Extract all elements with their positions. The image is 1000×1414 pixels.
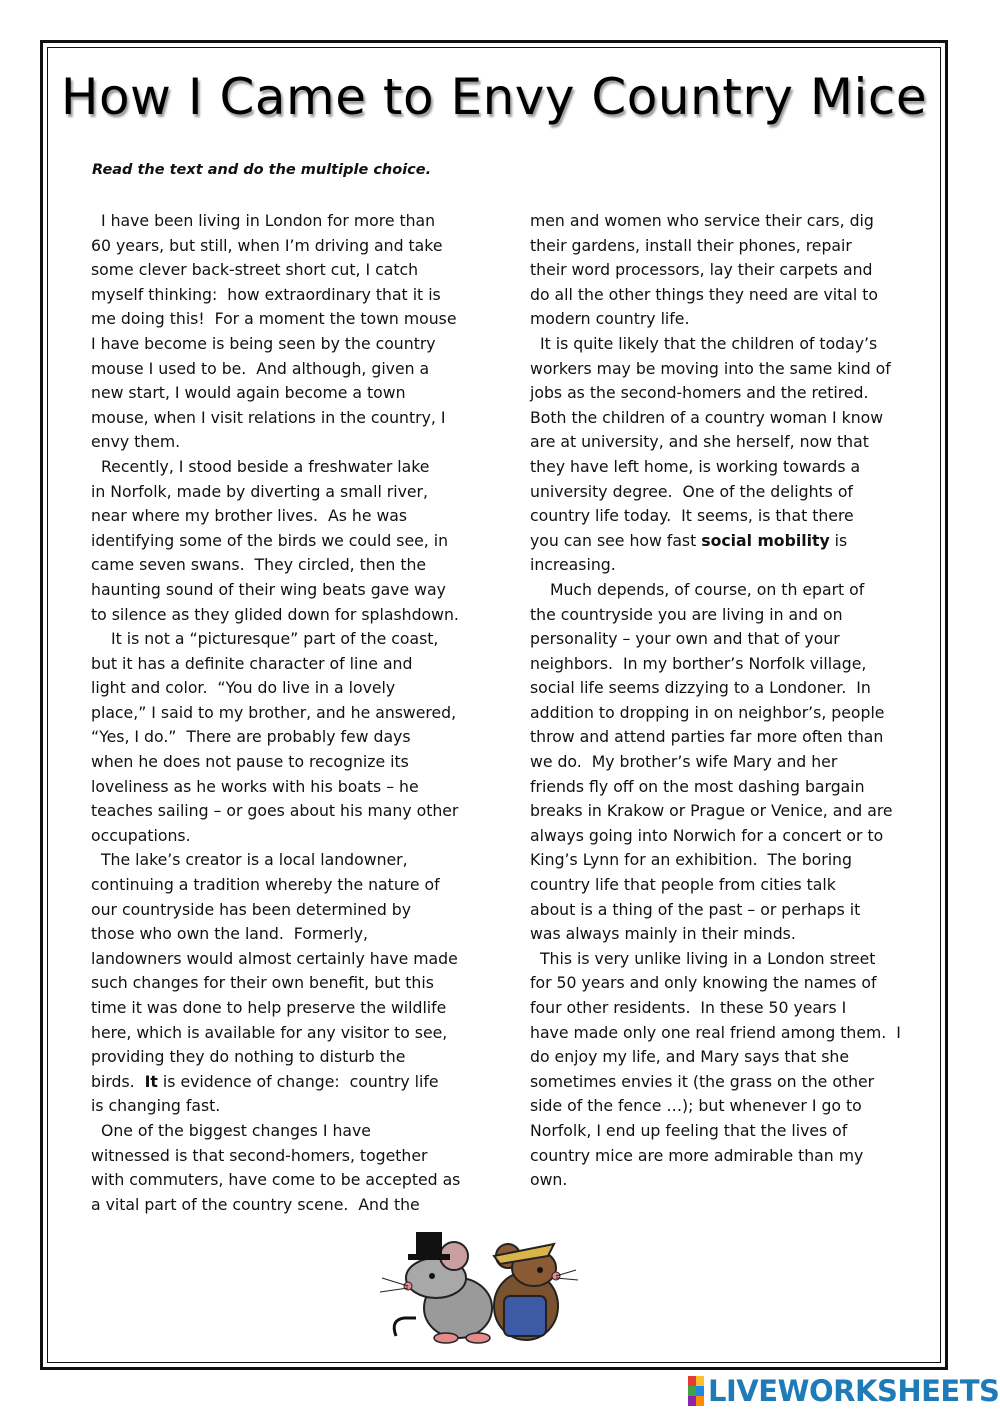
text-line: continuing a tradition whereby the nature of — [91, 875, 440, 895]
text-line: a vital part of the country scene. And the — [91, 1194, 420, 1214]
text-line: have made only one real friend among them. I — [530, 1022, 901, 1042]
text-line: social life seems dizzying to a Londoner. In — [530, 678, 871, 698]
badge-tile — [688, 1396, 696, 1406]
text-line: teaches sailing – or goes about his many other — [91, 801, 459, 821]
liveworksheets-logo[interactable] — [688, 1374, 999, 1408]
text-column-right — [530, 209, 901, 1193]
text-line: Much depends, of course, on th epart of — [530, 579, 865, 599]
text-line: such changes for their own benefit, but this — [91, 973, 434, 993]
text-line: modern country life. — [530, 309, 690, 329]
town-mouse-icon — [380, 1232, 492, 1343]
text-line: for 50 years and only knowing the names of — [530, 973, 877, 993]
text-line: increasing. — [530, 555, 616, 575]
text-line: haunting sound of their wing beats gave way — [91, 579, 446, 599]
text-line: when he does not pause to recognize its — [91, 752, 409, 772]
text-line: light and color. “You do live in a lovely — [91, 678, 396, 698]
text-line: was always mainly in their minds. — [530, 924, 796, 944]
text-line: near where my brother lives. As he was — [91, 506, 408, 526]
text-line: “Yes, I do.” There are probably few days — [91, 727, 411, 747]
text-line: here, which is available for any visitor to see, — [91, 1022, 448, 1042]
text-line: their gardens, install their phones, repair — [530, 235, 852, 255]
text-line: side of the fence …); but whenever I go to — [530, 1096, 862, 1116]
text-line: we do. My brother’s wife Mary and her — [530, 752, 838, 772]
text-line: throw and attend parties far more often than — [530, 727, 884, 747]
text-line: It is quite likely that the children of today’s — [530, 333, 878, 353]
text-line: you can see how fast social mobility is — [530, 530, 848, 550]
badge-tile — [688, 1386, 696, 1396]
text-line: mouse I used to be. And although, given a — [91, 358, 430, 378]
text-line: in Norfolk, made by diverting a small river, — [91, 481, 428, 501]
text-line: loveliness as he works with his boats – he — [91, 776, 419, 796]
text-line: own. — [530, 1170, 568, 1190]
text-line: do all the other things they need are vital to — [530, 284, 878, 304]
liveworksheets-badge-icon — [688, 1376, 704, 1406]
text-line: addition to dropping in on neighbor’s, people — [530, 702, 885, 722]
text-line: about is a thing of the past – or perhaps it — [530, 899, 861, 919]
page-title: How I Came to Envy Country Mice — [60, 68, 928, 126]
text-line: workers may be moving into the same kind of — [530, 358, 891, 378]
text-line: King’s Lynn for an exhibition. The boring — [530, 850, 852, 870]
text-line: men and women who service their cars, dig — [530, 211, 874, 230]
instruction-text: Read the text and do the multiple choice. — [92, 162, 432, 178]
text-line: some clever back-street short cut, I catch — [91, 260, 419, 280]
text-line: witnessed is that second-homers, together — [91, 1145, 428, 1165]
text-line: identifying some of the birds we could see, in — [91, 530, 449, 550]
bold-term: social mobility — [701, 530, 830, 550]
text-line: Norfolk, I end up feeling that the lives of — [530, 1120, 848, 1140]
country-mouse-icon — [494, 1244, 578, 1340]
text-line: country life today. It seems, is that there — [530, 506, 854, 526]
text-line: new start, I would again become a town — [91, 383, 406, 403]
text-line: do enjoy my life, and Mary says that she — [530, 1047, 849, 1067]
text-line: country life that people from cities talk — [530, 875, 836, 895]
liveworksheets-wordmark: LIVEWORKSHEETS — [708, 1374, 1000, 1408]
text-line: our countryside has been determined by — [91, 899, 412, 919]
text-line: place,” I said to my brother, and he answered, — [91, 702, 457, 722]
mice-illustration — [376, 1226, 586, 1346]
text-line: jobs as the second-homers and the retired. — [530, 383, 869, 403]
text-line: sometimes envies it (the grass on the other — [530, 1071, 875, 1091]
text-line: but it has a definite character of line and — [91, 653, 413, 673]
text-line: Recently, I stood beside a freshwater lake — [91, 456, 430, 476]
text-line: always going into Norwich for a concert or to — [530, 825, 884, 845]
text-line: with commuters, have come to be accepted as — [91, 1170, 461, 1190]
text-line: providing they do nothing to disturb the — [91, 1047, 406, 1067]
text-line: are at university, and she herself, now that — [530, 432, 869, 452]
text-line: university degree. One of the delights of — [530, 481, 853, 501]
badge-tile — [688, 1376, 696, 1386]
text-line: personality – your own and that of your — [530, 629, 840, 649]
text-line: envy them. — [91, 432, 181, 452]
text-line: their word processors, lay their carpets and — [530, 260, 873, 280]
text-line: breaks in Krakow or Prague or Venice, and are — [530, 801, 893, 821]
text-line: friends fly off on the most dashing bargain — [530, 776, 865, 796]
text-line: One of the biggest changes I have — [91, 1120, 371, 1140]
text-line: birds. It is evidence of change: country life — [91, 1071, 439, 1091]
badge-tile — [696, 1396, 704, 1406]
badge-tile — [696, 1376, 704, 1386]
text-line: they have left home, is working towards a — [530, 456, 861, 476]
text-line: neighbors. In my borther’s Norfolk village, — [530, 653, 867, 673]
text-line: Both the children of a country woman I know — [530, 407, 884, 427]
text-line: The lake’s creator is a local landowner, — [91, 850, 408, 870]
text-line: landowners would almost certainly have made — [91, 948, 458, 968]
text-column-left — [91, 209, 460, 1217]
text-line: This is very unlike living in a London street — [530, 948, 876, 968]
text-line: me doing this! For a moment the town mouse — [91, 309, 457, 329]
text-line: to silence as they glided down for splashdown. — [91, 604, 459, 624]
text-line: It is not a “picturesque” part of the coast, — [91, 629, 439, 649]
text-line: the countryside you are living in and on — [530, 604, 843, 624]
text-line: country mice are more admirable than my — [530, 1145, 864, 1165]
text-line: is changing fast. — [91, 1096, 221, 1116]
bold-term: It — [144, 1071, 158, 1091]
text-line: I have been living in London for more than — [91, 211, 436, 230]
text-line: mouse, when I visit relations in the country, I — [91, 407, 446, 427]
badge-tile — [696, 1386, 704, 1396]
text-line: four other residents. In these 50 years I — [530, 998, 847, 1017]
text-line: myself thinking: how extraordinary that it is — [91, 284, 441, 304]
text-line: occupations. — [91, 825, 191, 845]
text-line: those who own the land. Formerly, — [91, 924, 369, 944]
text-line: came seven swans. They circled, then the — [91, 555, 427, 575]
text-line: 60 years, but still, when I’m driving and take — [91, 235, 443, 255]
text-line: time it was done to help preserve the wildlife — [91, 998, 447, 1017]
text-line: I have become is being seen by the country — [91, 333, 436, 353]
